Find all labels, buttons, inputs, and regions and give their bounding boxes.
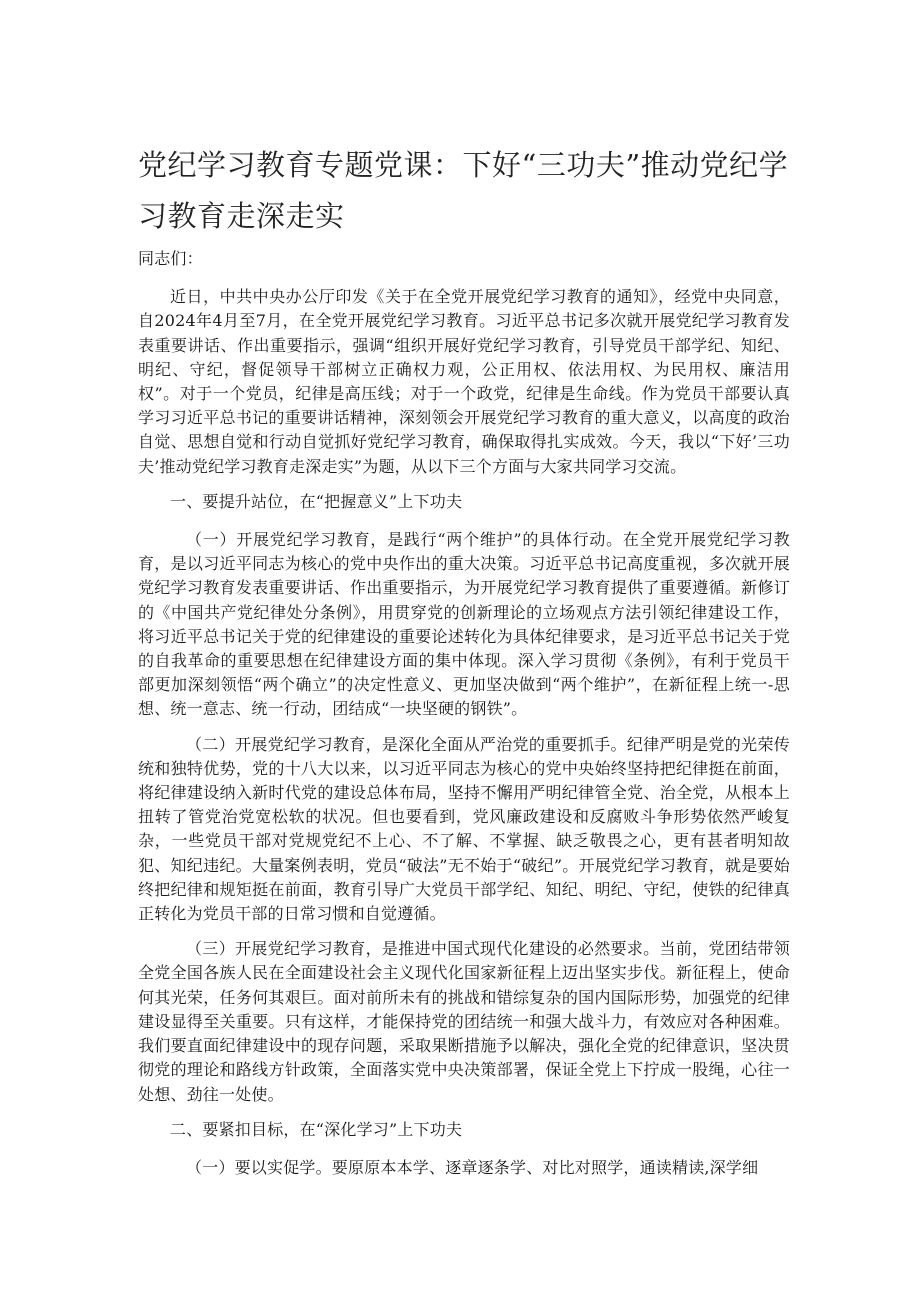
section-1-paragraph-1: （一）开展党纪学习教育，是践行“两个维护”的具体行动。在全党开展党纪学习教育，是以习近平同志为核心的党中央作出的重大决策。习近平总书记高度重视，多次就开展党纪学习教育发表重要讲话、作出重要指示，为开展党纪学习教育提供了重要遵循。新修订的《中国共产党纪律处分条例》，用贯穿党的创新理论的立场观点方法引领纪律建设工作，将习近平总书记关于党的纪律建设的重要论述转化为具体纪律要求，是习近平总书记关于党的自我革命的重要思想在纪律建设方面的集中体现。深入学习贯彻《条例》，有利于党员干部更加深刻领悟“两个确立”的决定性意义、更加坚决做到“两个维护”，在新征程上统一-思想、统一意志、统一行动，团结成“一块坚硬的钢铁”。 — [138, 530, 790, 719]
intro-paragraph: 近日，中共中央办公厅印发《关于在全党开展党纪学习教育的通知》，经党中央同意，自2024年4月至7月，在全党开展党纪学习教育。习近平总书记多次就开展党纪学习教育发表重要讲话、作出重要指示，强调“组织开展好党纪学习教育，引导党员干部学纪、知纪、明纪、守纪，督促领导干部树立正确权力观，公正用权、依法用权、为民用权、廉洁用权”。对于一个党员，纪律是高压线；对于一个政党，纪律是生命线。作为党员干部要认真学习习近平总书记的重要讲话精神，深刻领会开展党纪学习教育的重大意义，以高度的政治自觉、思想自觉和行动自觉抓好党纪学习教育，确保取得扎实成效。今天，我以“下好’三功夫’推动党纪学习教育走深走实”为题，从以下三个方面与大家共同学习交流。 — [138, 287, 790, 476]
section-1-heading: 一、要提升站位，在“把握意义”上下功夫 — [170, 491, 463, 511]
greeting: 同志们： — [138, 249, 203, 268]
section-2-heading: 二、要紧扣目标，在“深化学习”上下功夫 — [170, 1119, 463, 1139]
section-1-paragraph-2: （二）开展党纪学习教育，是深化全面从严治党的重要抓手。纪律严明是党的光荣传统和独特优势，党的十八大以来，以习近平同志为核心的党中央始终坚持把纪律挺在前面，将纪律建设纳入新时代党的建设总体布局，坚持不懈用严明纪律管全党、治全党，从根本上扭转了管党治党宽松软的状况。但也要看到，党风廉政建设和反腐败斗争形势依然严峻复杂，一些党员干部对党规党纪不上心、不了解、不掌握、缺乏敬畏之心，更有甚者明知故犯、知纪违纪。大量案例表明，党员“破法”无不始于“破纪”。开展党纪学习教育，就是要始终把纪律和规矩挺在前面，教育引导广大党员干部学纪、知纪、明纪、守纪，使铁的纪律真正转化为党员干部的日常习惯和自觉遵循。 — [138, 734, 790, 924]
document-body — [138, 247, 790, 1180]
section-1-paragraph-3: （三）开展党纪学习教育，是推进中国式现代化建设的必然要求。当前，党团结带领全党全国各族人民在全面建设社会主义现代化国家新征程上迈出坚实步伐。新征程上，使命何其光荣，任务何其艰巨。面对前所未有的挑战和错综复杂的国内国际形势，加强党的纪律建设显得至关重要。只有这样，才能保持党的团结统一和强大战斗力，有效应对各种困难。我们要直面纪律建设中的现存问题，采取果断措施予以解决，强化全党的纪律意识，坚决贯彻党的理论和路线方针政策，全面落实党中央决策部署，保证全党上下拧成一股绳，心往一处想、劲往一处使。 — [138, 939, 790, 1104]
page-title: 党纪学习教育专题党课：下好“三功夫”推动党纪学习教育走深走实 — [138, 148, 789, 233]
section-2-paragraph-1: （一）要以实促学。要原原本本学、逐章逐条学、对比对照学，通读精读,深学细 — [186, 1157, 759, 1177]
